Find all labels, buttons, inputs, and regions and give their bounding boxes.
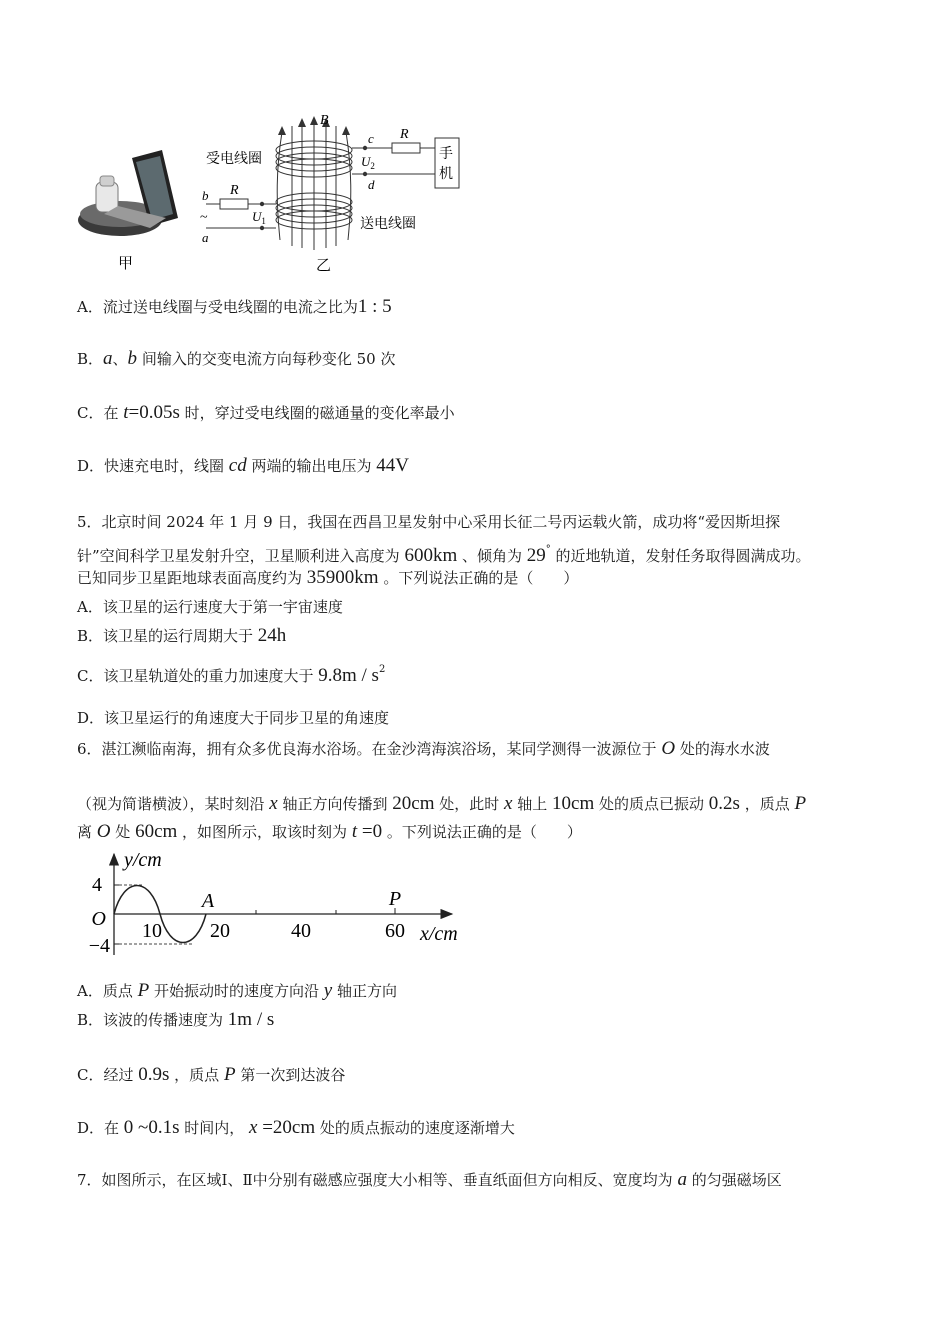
label-B: B [320,113,329,128]
node-U1-top [260,202,264,206]
q4-option-a: A．流过送电线圈与受电线圈的电流之比为1 : 5 [77,296,392,317]
xtick-label-60: 60 [385,920,405,942]
label-R-bottom: R [230,183,239,198]
q6-option-a: A．质点 P 开始振动时的速度方向沿 y 轴正方向 [77,980,397,1001]
ylabel: y/cm [124,849,162,871]
q6-option-c: C．经过 0.9s ，质点 P 第一次到达波谷 [77,1064,346,1085]
q5-option-c: C．该卫星轨道处的重力加速度大于 $9.8m / s^2$ [77,664,386,686]
q5-stem-line1: 5．北京时间 2024 年 1 月 9 日，我国在西昌卫星发射中心采用长征二号丙运载火箭，成功将“爱因斯坦探 [77,513,781,531]
xtick-label-40: 40 [291,920,311,942]
q6-option-d: D．在 0 ~0.1s 时间内， x =20cm 处的质点振动的速度逐渐增大 [77,1117,515,1138]
origin-O: O [91,908,106,930]
label-b: b [202,188,209,203]
q4-option-d: D．快速充电时，线圈 cd 两端的输出电压为 44V [77,455,410,476]
wave-graph [80,848,480,960]
q6-stem-line2: （视为简谐横波），某时刻沿 x 轴正方向传播到 20cm 处，此时 x 轴上 10cm 处的质点已振动 0.2s ，质点 P [77,793,807,814]
point-P: P [388,888,402,910]
q6-option-b: B．该波的传播速度为 1m / s [77,1009,275,1030]
q5-option-d: D．该卫星运行的角速度大于同步卫星的角速度 [77,709,390,727]
node-c [363,146,367,150]
label-U1: $U_1$ [252,209,266,226]
charger-figure [70,110,490,280]
xtick-label-20: 20 [210,920,230,942]
q5-option-a: A．该卫星的运行速度大于第一宇宙速度 [77,598,343,616]
q6-stem-line1: 6．湛江濒临南海，拥有众多优良海水浴场。在金沙湾海滨浴场，某同学测得一波源位于 O 处的海水水波 [77,738,770,759]
label-yi: 乙 [316,256,332,274]
q5-stem-line2: 针”空间科学卫星发射升空，卫星顺利进入高度为 600km 、倾角为 29° 的近地轨道，发射任务取得圆满成功。 [77,544,811,566]
point-A: A [201,890,215,912]
coil-diagram [276,122,352,250]
phone-char-1: 手 [439,146,453,162]
label-jia: 甲 [118,254,134,272]
q5-option-b: B．该卫星的运行周期大于 24h [77,625,287,646]
label-c: c [368,131,374,146]
label-a: a [202,230,209,245]
label-U2: $U_2$ [361,154,375,171]
ytick-label-4: 4 [92,874,102,896]
label-send-coil: 送电线圈 [360,216,416,232]
label-d: d [368,177,375,192]
charger-photo [78,150,178,236]
phone-char-2: 机 [439,166,453,182]
ytick-label-minus4: −4 [88,935,110,957]
q4-option-b: B．a、b 间输入的交变电流方向每秒变化 50 次 [77,348,396,369]
q6-stem-line3: 离 O 处 60cm ，如图所示，取该时刻为 t =0 。下列说法正确的是（ ） [77,821,582,842]
q7-stem-line1: 7．如图所示，在区域Ⅰ、Ⅱ中分别有磁感应强度大小相等、垂直纸面但方向相反、宽度均为 a 的匀强磁场区 [77,1169,782,1190]
node-d [363,172,367,176]
q4-option-c: C．在 t=0.05s 时，穿过受电线圈的磁通量的变化率最小 [77,402,455,423]
label-recv-coil: 受电线圈 [206,151,262,167]
xlabel: x/cm [420,923,458,945]
label-ac: ~ [200,210,208,225]
q5-stem-line3: 已知同步卫星距地球表面高度约为 35900km 。下列说法正确的是（ ） [77,567,579,588]
label-R-top: R [400,127,409,142]
xtick-label-10: 10 [142,920,162,942]
node-U1-bottom [260,226,264,230]
